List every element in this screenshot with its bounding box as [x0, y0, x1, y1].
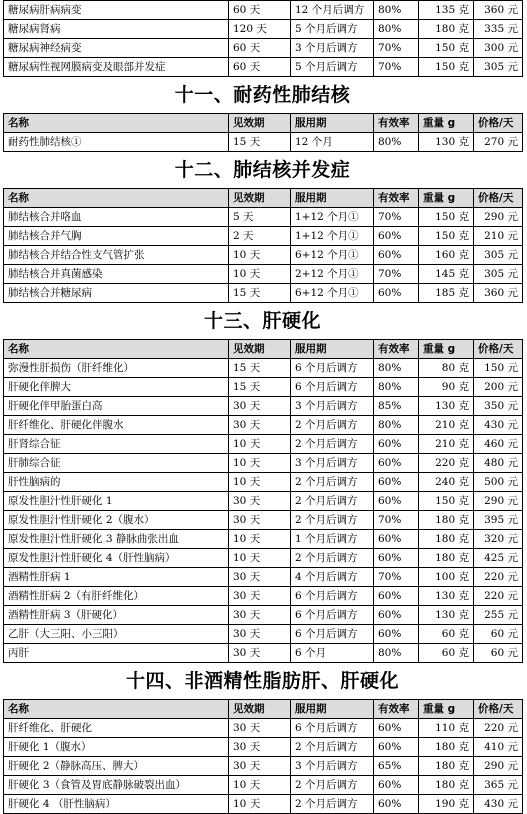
table-cell: 10 天 — [229, 473, 291, 492]
table-cell: 270 元 — [474, 133, 523, 152]
table-cell: 30 天 — [229, 757, 291, 776]
table-cell: 2 个月后调方 — [291, 776, 374, 795]
table-cell: 12 个月后调方 — [291, 1, 374, 20]
table-row — [4, 776, 523, 795]
table-cell: 60 天 — [229, 1, 291, 20]
table-cell: 2 个月后调方 — [291, 416, 374, 435]
table-cell: 150 克 — [419, 492, 474, 511]
table-cell: 60 天 — [229, 39, 291, 58]
table-cell: 130 克 — [419, 606, 474, 625]
table-cell: 190 克 — [419, 795, 474, 814]
table-cell: 原发性胆汁性肝硬化 2（腹水） — [4, 511, 229, 530]
table-cell: 6 个月后调方 — [291, 587, 374, 606]
column-header: 有效率 — [374, 189, 419, 208]
table-cell: 糖尿病性视网膜病变及眼部并发症 — [4, 58, 229, 77]
column-header: 服用期 — [291, 700, 374, 719]
table-cell: 60% — [374, 246, 419, 265]
column-header: 价格/天 — [474, 189, 523, 208]
table-cell: 6 个月后调方 — [291, 606, 374, 625]
table-cell: 180 克 — [419, 549, 474, 568]
table-row — [4, 227, 523, 246]
table-row — [4, 133, 523, 152]
table-header-row — [4, 700, 523, 719]
table-cell: 10 天 — [229, 776, 291, 795]
table-cell: 305 元 — [474, 246, 523, 265]
table-row — [4, 378, 523, 397]
table-cell: 60 克 — [419, 644, 474, 663]
table-cell: 5 天 — [229, 208, 291, 227]
table-cell: 80% — [374, 359, 419, 378]
table-cell: 肝肾综合征 — [4, 435, 229, 454]
table-cell: 60% — [374, 625, 419, 644]
table-row — [4, 568, 523, 587]
table-cell: 2 个月后调方 — [291, 549, 374, 568]
table-cell: 425 元 — [474, 549, 523, 568]
table-cell: 肝硬化 1（腹水） — [4, 738, 229, 757]
table-row — [4, 738, 523, 757]
column-header: 见效期 — [229, 340, 291, 359]
table-cell: 2 个月后调方 — [291, 435, 374, 454]
table-cell: 肝硬化 3（食管及胃底静脉破裂出血） — [4, 776, 229, 795]
table-cell: 60% — [374, 492, 419, 511]
table-cell: 酒精性肝病 3（肝硬化） — [4, 606, 229, 625]
table-cell: 酒精性肝病 2（有肝纤维化） — [4, 587, 229, 606]
table-cell: 85% — [374, 397, 419, 416]
table-cell: 210 元 — [474, 227, 523, 246]
table-cell: 5 个月后调方 — [291, 58, 374, 77]
table-cell: 220 元 — [474, 719, 523, 738]
table-cell: 130 克 — [419, 397, 474, 416]
disease-price-table — [3, 113, 523, 152]
section-heading: 十二、肺结核并发症 — [174, 159, 351, 181]
column-header: 价格/天 — [474, 700, 523, 719]
table-cell: 410 元 — [474, 738, 523, 757]
table-cell: 305 元 — [474, 58, 523, 77]
table-cell: 145 克 — [419, 265, 474, 284]
table-cell: 60% — [374, 284, 419, 303]
table-row — [4, 265, 523, 284]
table-cell: 160 克 — [419, 246, 474, 265]
table-header-row — [4, 340, 523, 359]
column-header: 名称 — [4, 340, 229, 359]
table-cell: 10 天 — [229, 246, 291, 265]
table-cell: 60% — [374, 227, 419, 246]
table-cell: 210 克 — [419, 435, 474, 454]
table-cell: 3 个月后调方 — [291, 757, 374, 776]
table-cell: 255 元 — [474, 606, 523, 625]
table-cell: 60% — [374, 530, 419, 549]
table-cell: 70% — [374, 208, 419, 227]
table-cell: 6+12 个月① — [291, 246, 374, 265]
table-cell: 150 克 — [419, 208, 474, 227]
table-cell: 70% — [374, 511, 419, 530]
table-cell: 150 克 — [419, 58, 474, 77]
price-document — [3, 0, 522, 814]
table-cell: 10 天 — [229, 435, 291, 454]
table-cell: 30 天 — [229, 492, 291, 511]
table-cell: 60% — [374, 738, 419, 757]
table-cell: 原发性胆汁性肝硬化 1 — [4, 492, 229, 511]
table-cell: 500 元 — [474, 473, 523, 492]
table-cell: 320 元 — [474, 530, 523, 549]
disease-price-table — [3, 188, 523, 303]
table-cell: 290 元 — [474, 208, 523, 227]
table-cell: 15 天 — [229, 284, 291, 303]
table-cell: 135 克 — [419, 1, 474, 20]
table-cell: 2 个月后调方 — [291, 738, 374, 757]
table-cell: 30 天 — [229, 625, 291, 644]
table-cell: 6 个月后调方 — [291, 625, 374, 644]
table-cell: 1+12 个月① — [291, 227, 374, 246]
table-cell: 耐药性肺结核① — [4, 133, 229, 152]
table-cell: 丙肝 — [4, 644, 229, 663]
table-cell: 糖尿病肝病病变 — [4, 1, 229, 20]
table-cell: 100 克 — [419, 568, 474, 587]
table-cell: 肝硬化伴甲胎蛋白高 — [4, 397, 229, 416]
table-cell: 60% — [374, 454, 419, 473]
table-cell: 350 元 — [474, 397, 523, 416]
table-cell: 360 元 — [474, 1, 523, 20]
table-cell: 200 元 — [474, 378, 523, 397]
table-cell: 10 天 — [229, 795, 291, 814]
column-header: 价格/天 — [474, 340, 523, 359]
table-cell: 60% — [374, 795, 419, 814]
table-cell: 30 天 — [229, 644, 291, 663]
table-cell: 2 个月后调方 — [291, 511, 374, 530]
table-cell: 1+12 个月① — [291, 208, 374, 227]
table-cell: 60 天 — [229, 58, 291, 77]
table-cell: 2 个月后调方 — [291, 795, 374, 814]
table-cell: 2 个月后调方 — [291, 473, 374, 492]
table-row — [4, 473, 523, 492]
table-cell: 80% — [374, 416, 419, 435]
table-cell: 130 克 — [419, 133, 474, 152]
table-cell: 30 天 — [229, 511, 291, 530]
table-cell: 60 元 — [474, 625, 523, 644]
table-cell: 6 个月后调方 — [291, 719, 374, 738]
table-cell: 290 元 — [474, 757, 523, 776]
column-header: 有效率 — [374, 114, 419, 133]
column-header: 名称 — [4, 700, 229, 719]
table-row — [4, 719, 523, 738]
column-header: 见效期 — [229, 700, 291, 719]
table-header-row — [4, 189, 523, 208]
column-header: 价格/天 — [474, 114, 523, 133]
table-cell: 肝肺综合征 — [4, 454, 229, 473]
table-cell: 60% — [374, 776, 419, 795]
table-cell: 60% — [374, 606, 419, 625]
table-row — [4, 58, 523, 77]
table-cell: 150 克 — [419, 227, 474, 246]
table-row — [4, 644, 523, 663]
table-cell: 480 元 — [474, 454, 523, 473]
table-cell: 原发性胆汁性肝硬化 4（肝性脑病） — [4, 549, 229, 568]
table-cell: 30 天 — [229, 568, 291, 587]
disease-price-table — [3, 0, 523, 77]
table-cell: 肺结核合并糖尿病 — [4, 284, 229, 303]
table-row — [4, 397, 523, 416]
column-header: 服用期 — [291, 114, 374, 133]
disease-price-table — [3, 339, 523, 663]
table-cell: 15 天 — [229, 378, 291, 397]
section-heading: 十四、非酒精性脂肪肝、肝硬化 — [125, 670, 399, 692]
table-cell: 60% — [374, 587, 419, 606]
table-cell: 80% — [374, 1, 419, 20]
table-row — [4, 20, 523, 39]
table-cell: 80% — [374, 20, 419, 39]
column-header: 有效率 — [374, 700, 419, 719]
table-cell: 185 克 — [419, 284, 474, 303]
table-cell: 335 元 — [474, 20, 523, 39]
table-cell: 150 元 — [474, 359, 523, 378]
table-cell: 395 元 — [474, 511, 523, 530]
table-row — [4, 757, 523, 776]
table-row — [4, 246, 523, 265]
table-cell: 30 天 — [229, 416, 291, 435]
table-cell: 肝硬化 4 （肝性脑病） — [4, 795, 229, 814]
table-cell: 肺结核合并咯血 — [4, 208, 229, 227]
table-cell: 肝硬化 2（静脉高压、脾大） — [4, 757, 229, 776]
table-cell: 10 天 — [229, 454, 291, 473]
column-header: 名称 — [4, 189, 229, 208]
table-cell: 70% — [374, 58, 419, 77]
table-cell: 80% — [374, 644, 419, 663]
table-cell: 10 天 — [229, 265, 291, 284]
column-header: 重量 g — [419, 340, 474, 359]
table-row — [4, 39, 523, 58]
table-cell: 300 元 — [474, 39, 523, 58]
table-cell: 65% — [374, 757, 419, 776]
table-cell: 460 元 — [474, 435, 523, 454]
section-heading: 十三、肝硬化 — [203, 310, 321, 332]
table-cell: 1 个月后调方 — [291, 530, 374, 549]
table-cell: 乙肝（大三阳、小三阳） — [4, 625, 229, 644]
table-cell: 糖尿病神经病变 — [4, 39, 229, 58]
column-header: 重量 g — [419, 189, 474, 208]
table-cell: 30 天 — [229, 738, 291, 757]
table-cell: 60% — [374, 435, 419, 454]
table-cell: 肝硬化伴脾大 — [4, 378, 229, 397]
table-row — [4, 625, 523, 644]
table-row — [4, 208, 523, 227]
table-cell: 15 天 — [229, 359, 291, 378]
column-header: 有效率 — [374, 340, 419, 359]
table-cell: 180 克 — [419, 530, 474, 549]
table-row — [4, 549, 523, 568]
table-cell: 10 天 — [229, 549, 291, 568]
table-cell: 180 克 — [419, 511, 474, 530]
table-cell: 30 天 — [229, 606, 291, 625]
table-row — [4, 530, 523, 549]
table-cell: 70% — [374, 39, 419, 58]
table-cell: 60% — [374, 719, 419, 738]
table-cell: 180 克 — [419, 776, 474, 795]
table-cell: 原发性胆汁性肝硬化 3 静脉曲张出血 — [4, 530, 229, 549]
table-cell: 70% — [374, 568, 419, 587]
table-cell: 210 克 — [419, 416, 474, 435]
table-cell: 60 元 — [474, 644, 523, 663]
table-header-row — [4, 114, 523, 133]
table-cell: 110 克 — [419, 719, 474, 738]
table-cell: 220 克 — [419, 454, 474, 473]
table-row — [4, 454, 523, 473]
table-cell: 10 天 — [229, 530, 291, 549]
table-cell: 365 元 — [474, 776, 523, 795]
table-cell: 4 个月后调方 — [291, 568, 374, 587]
table-cell: 肝纤维化、肝硬化 — [4, 719, 229, 738]
table-cell: 肝性脑病的 — [4, 473, 229, 492]
table-cell: 305 元 — [474, 265, 523, 284]
table-cell: 90 克 — [419, 378, 474, 397]
table-row — [4, 1, 523, 20]
table-cell: 130 克 — [419, 587, 474, 606]
table-cell: 6 个月后调方 — [291, 359, 374, 378]
table-cell: 酒精性肝病 1 — [4, 568, 229, 587]
table-cell: 2 天 — [229, 227, 291, 246]
table-cell: 2+12 个月① — [291, 265, 374, 284]
table-cell: 360 元 — [474, 284, 523, 303]
column-header: 服用期 — [291, 189, 374, 208]
column-header: 见效期 — [229, 189, 291, 208]
table-row — [4, 795, 523, 814]
table-cell: 60% — [374, 549, 419, 568]
table-cell: 240 克 — [419, 473, 474, 492]
section-heading: 十一、耐药性肺结核 — [174, 84, 351, 106]
table-cell: 3 个月后调方 — [291, 397, 374, 416]
table-row — [4, 284, 523, 303]
column-header: 见效期 — [229, 114, 291, 133]
table-cell: 220 元 — [474, 587, 523, 606]
table-cell: 70% — [374, 265, 419, 284]
table-cell: 30 天 — [229, 397, 291, 416]
table-row — [4, 435, 523, 454]
table-cell: 120 天 — [229, 20, 291, 39]
table-cell: 430 元 — [474, 416, 523, 435]
column-header: 重量 g — [419, 700, 474, 719]
table-cell: 30 天 — [229, 719, 291, 738]
table-cell: 3 个月后调方 — [291, 454, 374, 473]
table-cell: 290 元 — [474, 492, 523, 511]
table-cell: 肺结核合并真菌感染 — [4, 265, 229, 284]
table-row — [4, 511, 523, 530]
table-cell: 12 个月 — [291, 133, 374, 152]
disease-price-table — [3, 699, 523, 814]
table-cell: 肺结核合并气胸 — [4, 227, 229, 246]
table-cell: 3 个月后调方 — [291, 39, 374, 58]
table-cell: 180 克 — [419, 738, 474, 757]
table-cell: 80 克 — [419, 359, 474, 378]
table-cell: 2 个月后调方 — [291, 492, 374, 511]
table-row — [4, 359, 523, 378]
column-header: 名称 — [4, 114, 229, 133]
table-cell: 肝纤维化、肝硬化伴腹水 — [4, 416, 229, 435]
table-cell: 430 元 — [474, 795, 523, 814]
table-cell: 6 个月 — [291, 644, 374, 663]
table-cell: 60 克 — [419, 625, 474, 644]
table-cell: 肺结核合并结合性支气管扩张 — [4, 246, 229, 265]
column-header: 重量 g — [419, 114, 474, 133]
table-row — [4, 416, 523, 435]
column-header: 服用期 — [291, 340, 374, 359]
table-cell: 150 克 — [419, 39, 474, 58]
table-row — [4, 606, 523, 625]
table-cell: 6 个月后调方 — [291, 378, 374, 397]
table-row — [4, 492, 523, 511]
table-cell: 60% — [374, 473, 419, 492]
table-row — [4, 587, 523, 606]
table-cell: 80% — [374, 378, 419, 397]
table-cell: 80% — [374, 133, 419, 152]
table-cell: 弥漫性肝损伤（肝纤维化） — [4, 359, 229, 378]
table-cell: 糖尿病肾病 — [4, 20, 229, 39]
table-cell: 180 克 — [419, 757, 474, 776]
table-cell: 6+12 个月① — [291, 284, 374, 303]
table-cell: 220 元 — [474, 568, 523, 587]
table-cell: 5 个月后调方 — [291, 20, 374, 39]
table-cell: 180 克 — [419, 20, 474, 39]
table-cell: 15 天 — [229, 133, 291, 152]
table-cell: 30 天 — [229, 587, 291, 606]
